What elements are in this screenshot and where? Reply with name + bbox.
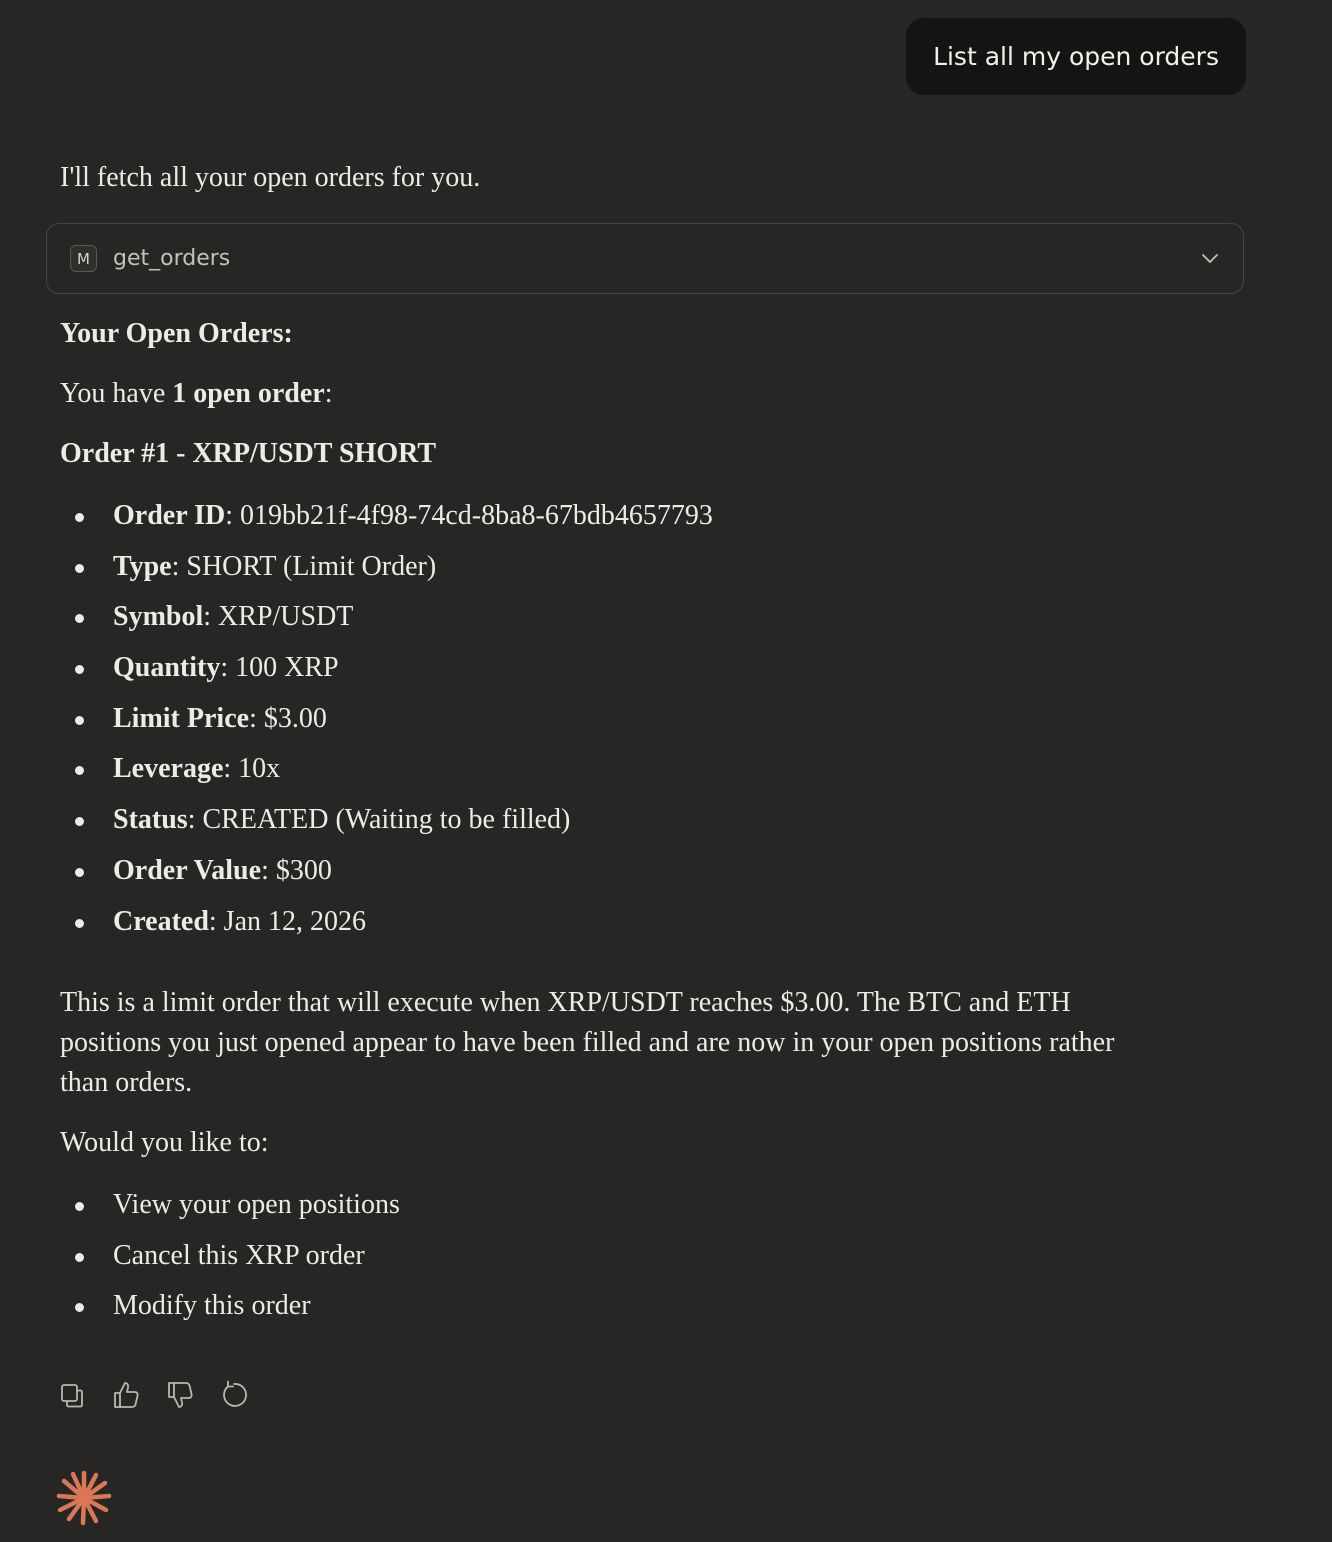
assistant-intro: I'll fetch all your open orders for you.	[60, 162, 481, 193]
message-actions	[58, 1380, 248, 1410]
copy-button[interactable]	[58, 1380, 86, 1410]
list-item	[60, 800, 713, 851]
field-label: Limit Price	[113, 702, 250, 734]
copy-icon	[59, 1381, 85, 1409]
thumbs-down-icon	[166, 1380, 194, 1410]
field-label: Created	[113, 905, 209, 937]
list-item	[60, 749, 713, 800]
field-value: : 10x	[223, 753, 281, 785]
chevron-down-icon[interactable]	[1199, 247, 1221, 269]
field-value: : XRP/USDT	[203, 601, 354, 633]
tool-badge-icon: M	[70, 245, 97, 272]
user-message-bubble	[906, 18, 1246, 95]
summary-prefix: You have	[60, 378, 173, 409]
thumbs-up-icon	[112, 1380, 140, 1410]
field-label: Leverage	[113, 753, 224, 785]
tool-call-name: get_orders	[113, 246, 231, 271]
field-label: Quantity	[113, 652, 221, 684]
field-value: : $300	[261, 854, 332, 886]
list-item	[60, 699, 713, 750]
field-value: : SHORT (Limit Order)	[171, 550, 437, 582]
list-item	[60, 1286, 400, 1337]
list-item	[60, 496, 713, 547]
field-label: Type	[113, 550, 172, 582]
list-item	[60, 1236, 400, 1287]
option-text: Cancel this XRP order	[113, 1239, 365, 1271]
retry-button[interactable]	[220, 1380, 248, 1410]
orders-summary	[60, 374, 333, 414]
summary-count: 1 open order	[172, 378, 325, 409]
field-value: : $3.00	[249, 702, 327, 734]
list-item	[60, 648, 713, 699]
orders-heading: Your Open Orders:	[60, 318, 293, 349]
field-label: Order Value	[113, 854, 262, 886]
list-item	[60, 851, 713, 902]
field-value: : 019bb21f-4f98-74cd-8ba8-67bdb4657793	[225, 500, 713, 531]
assistant-response	[60, 158, 1246, 219]
field-value: : 100 XRP	[220, 652, 339, 684]
field-label: Status	[113, 804, 188, 836]
list-item	[60, 597, 713, 648]
question-text: Would you like to:	[60, 1127, 269, 1158]
tool-call-panel[interactable]	[46, 223, 1244, 294]
user-message-text: List all my open orders	[933, 42, 1219, 71]
summary-suffix: :	[324, 378, 333, 409]
field-value: : Jan 12, 2026	[208, 905, 367, 937]
order-fields-list	[60, 496, 713, 952]
claude-logo-icon	[56, 1470, 112, 1526]
retry-icon	[220, 1380, 248, 1410]
order-title: Order #1 - XRP/USDT SHORT	[60, 438, 437, 469]
thumbs-up-button[interactable]	[112, 1380, 140, 1410]
option-text: Modify this order	[113, 1290, 311, 1322]
list-item	[60, 547, 713, 598]
field-label: Order ID	[113, 500, 226, 531]
field-label: Symbol	[113, 601, 204, 633]
explanation-paragraph: This is a limit order that will execute when XRP/USDT reaches $3.00. The BTC and ETH positions you just opened appear to have been filled and are now in your open positions rather than orders.	[60, 987, 1115, 1098]
list-item	[60, 1185, 400, 1236]
options-list	[60, 1185, 400, 1337]
list-item	[60, 902, 713, 953]
option-text: View your open positions	[113, 1189, 400, 1220]
field-value: : CREATED (Waiting to be filled)	[187, 804, 571, 836]
thumbs-down-button[interactable]	[166, 1380, 194, 1410]
